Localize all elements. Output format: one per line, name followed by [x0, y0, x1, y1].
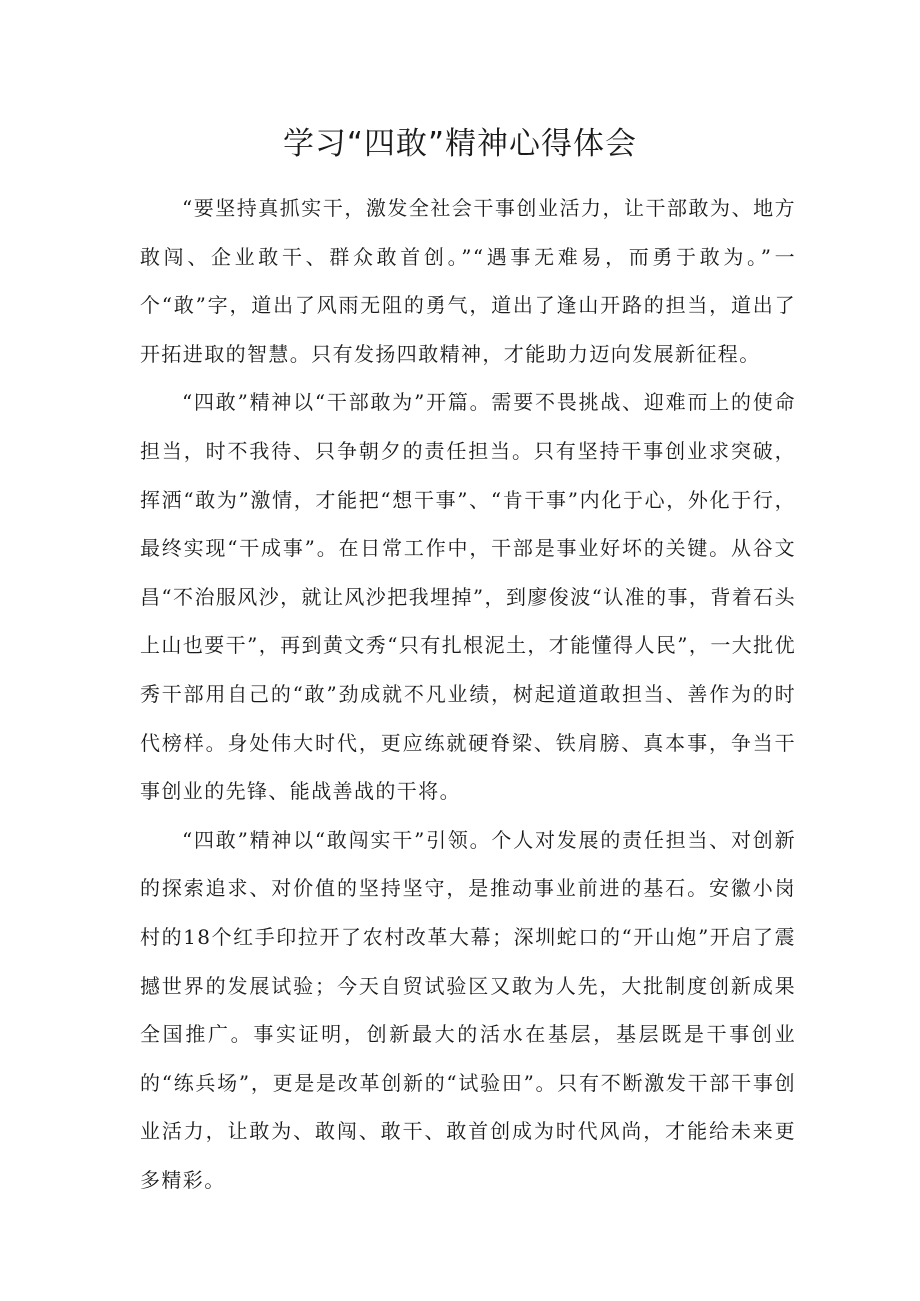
paragraph-1: “要坚持真抓实干，激发全社会干事创业活力，让干部敢为、地方敢闯、企业敢干、群众敢首创。”“遇事无难易，而勇于敢为。”一个“敢”字，道出了风雨无阻的勇气，道出了逢山开路的担当，道出了开拓进取的智慧。只有发扬四敢精神，才能助力迈向发展新征程。 [140, 196, 796, 366]
paragraph-3: “四敢”精神以“敢闯实干”引领。个人对发展的责任担当、对创新的探索追求、对价值的坚持坚守，是推动事业前进的基石。安徽小岗村的18个红手印拉开了农村改革大幕；深圳蛇口的“开山炮”开启了震撼世界的发展试验；今天自贸试验区又敢为人先，大批制度创新成果全国推广。事实证明，创新最大的活水在基层，基层既是干事创业的“练兵场”，更是是改革创新的“试验田”。只有不断激发干部干事创业活力，让敢为、敢闯、敢干、敢首创成为时代风尚，才能给未来更多精彩。 [140, 827, 796, 1192]
document-body [140, 184, 796, 1204]
paragraph-2: “四敢”精神以“干部敢为”开篇。需要不畏挑战、迎难而上的使命担当，时不我待、只争朝夕的责任担当。只有坚持干事创业求突破，挥洒“敢为”激情，才能把“想干事”、“肯干事”内化于心，外化于行，最终实现“干成事”。在日常工作中，干部是事业好坏的关键。从谷文昌“不治服风沙，就让风沙把我埋掉”，到廖俊波“认准的事，背着石头上山也要干”，再到黄文秀“只有扎根泥土，才能懂得人民”，一大批优秀干部用自己的“敢”劲成就不凡业绩，树起道道敢担当、善作为的时代榜样。身处伟大时代，更应练就硬脊梁、铁肩膀、真本事，争当干事创业的先锋、能战善战的干将。 [140, 390, 796, 804]
document-title: 学习“四敢”精神心得体会 [282, 126, 638, 162]
